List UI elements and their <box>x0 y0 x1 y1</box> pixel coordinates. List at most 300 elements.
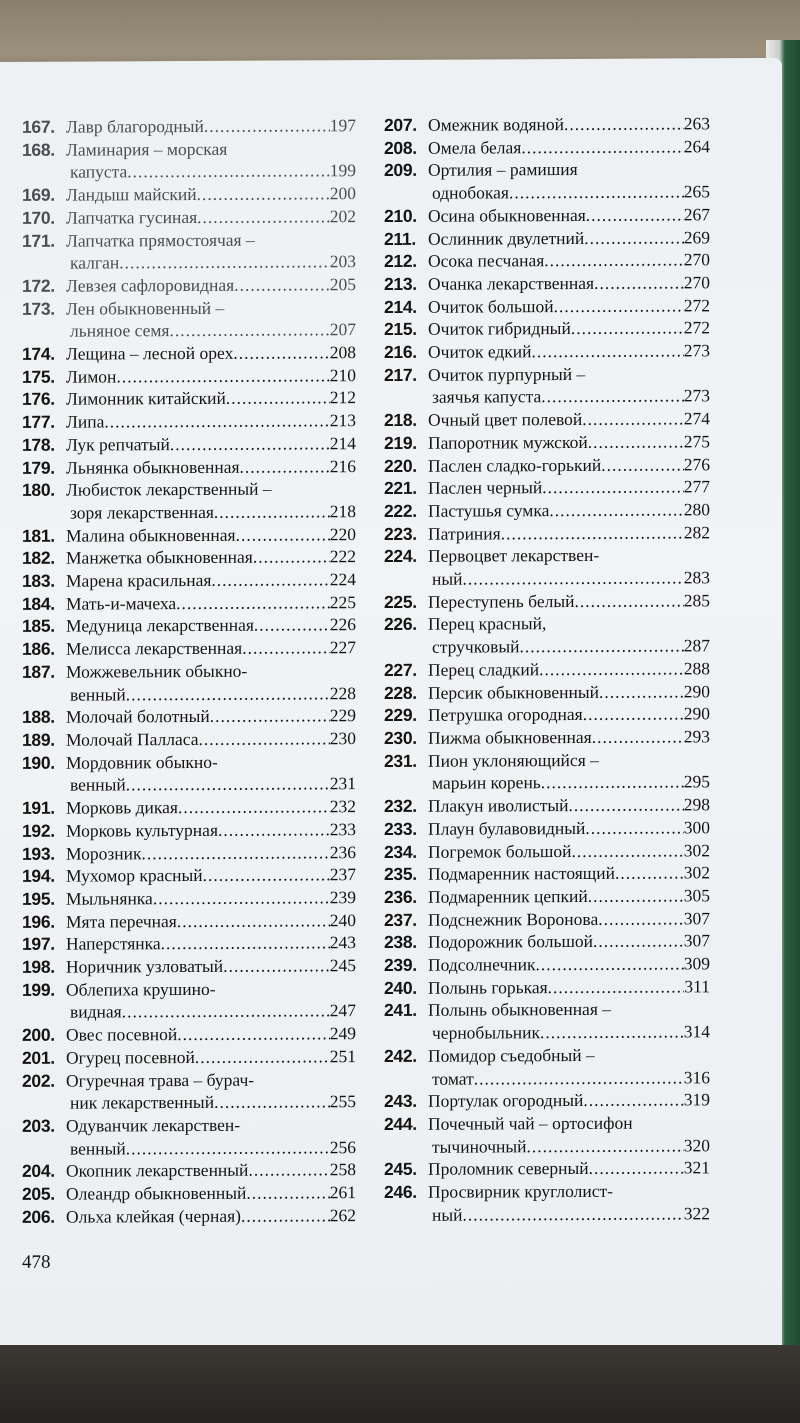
entry-line <box>384 612 710 636</box>
index-entry <box>22 818 356 842</box>
entry-page-number: 280 <box>683 499 710 520</box>
entry-title: Проломник северный <box>428 1158 589 1180</box>
entry-continuation-line <box>22 318 356 342</box>
entry-page-number: 208 <box>329 342 356 363</box>
entry-title: Паслен сладко-горький <box>428 454 602 476</box>
dot-leader <box>542 476 684 499</box>
entry-number: 225. <box>384 591 417 612</box>
entry-number: 174. <box>22 343 55 364</box>
entry-page-number: 237 <box>329 864 356 885</box>
entry-line <box>384 907 710 931</box>
entry-page-number: 243 <box>329 932 356 953</box>
entry-page-number: 226 <box>329 614 356 635</box>
entry-page-number: 300 <box>683 817 710 838</box>
entry-page-number: 302 <box>683 862 710 883</box>
entry-title: Подмаренник цепкий <box>428 885 588 907</box>
entry-title: Лапчатка гусиная <box>66 206 198 228</box>
index-entry <box>384 793 710 817</box>
dot-leader <box>254 614 330 637</box>
entry-number: 192. <box>22 820 55 841</box>
entry-line <box>22 455 356 479</box>
index-entry <box>384 952 710 976</box>
dot-leader <box>169 319 329 343</box>
entry-line <box>22 364 356 388</box>
entry-title: Мыльнянка <box>66 888 153 909</box>
dot-leader <box>199 727 330 750</box>
entry-page-number: 287 <box>683 635 710 656</box>
entry-continuation-line <box>384 771 710 795</box>
entry-line <box>22 523 356 547</box>
entry-number: 197. <box>22 934 55 955</box>
entry-continuation-line <box>384 1020 710 1044</box>
index-entry <box>384 998 710 1045</box>
entry-page-number: 251 <box>329 1045 356 1067</box>
index-entry <box>22 795 356 819</box>
entry-title: Подснежник Воронова <box>428 908 599 930</box>
dot-leader <box>204 114 330 137</box>
entry-page-number: 264 <box>683 135 710 157</box>
entry-line <box>22 1204 356 1228</box>
entry-number: 196. <box>22 911 55 932</box>
entry-page-number: 256 <box>329 1136 356 1157</box>
entry-title: Портулак огородный <box>428 1090 584 1111</box>
entry-title: капуста <box>70 161 128 183</box>
entry-title: Лен обыкновенный – <box>66 297 225 319</box>
entry-line <box>384 226 710 250</box>
entry-line <box>384 203 710 227</box>
entry-title: Плаун булавовидный <box>428 817 586 839</box>
entry-number: 200. <box>22 1024 55 1046</box>
entry-title: Медуница лекарственная <box>66 615 254 637</box>
index-entry <box>384 975 710 999</box>
dot-leader <box>519 635 683 659</box>
index-entry <box>22 750 356 797</box>
index-entry <box>22 931 356 955</box>
entry-line <box>22 1045 356 1069</box>
entry-title: Мелисса лекарственная <box>66 637 243 659</box>
entry-line <box>22 614 356 638</box>
entry-line <box>22 818 356 842</box>
entry-line <box>22 636 356 660</box>
entry-page-number: 228 <box>329 682 356 703</box>
entry-number: 195. <box>22 888 55 909</box>
index-entry <box>384 498 710 522</box>
index-entry <box>384 1157 710 1181</box>
entry-number: 222. <box>384 500 417 521</box>
entry-title: Мухомор красный <box>66 865 203 886</box>
dot-leader <box>161 932 330 956</box>
entry-title: видная <box>70 1001 122 1023</box>
index-entry <box>22 228 356 275</box>
entry-page-number: 240 <box>329 909 356 930</box>
entry-page-number: 307 <box>683 907 710 929</box>
entry-page-number: 205 <box>329 274 356 295</box>
dot-leader <box>176 591 330 615</box>
entry-line <box>384 1043 710 1067</box>
entry-line <box>22 409 356 433</box>
entry-line <box>22 1068 356 1092</box>
dot-leader <box>585 816 683 839</box>
dot-leader <box>549 498 683 521</box>
index-entry <box>384 657 710 681</box>
entry-number: 234. <box>384 841 417 862</box>
entry-page-number: 298 <box>683 794 710 815</box>
entry-line <box>22 1022 356 1046</box>
entry-number: 216. <box>384 341 417 363</box>
entry-line <box>384 476 710 500</box>
entry-line <box>22 931 356 955</box>
dot-leader <box>583 1089 683 1112</box>
entry-number: 206. <box>22 1206 55 1227</box>
entry-number: 242. <box>384 1045 417 1066</box>
entry-number: 185. <box>22 616 55 637</box>
index-column-left <box>22 114 356 1228</box>
entry-line <box>384 861 710 885</box>
entry-title: Манжетка обыкновенная <box>66 547 253 569</box>
index-entry <box>22 614 356 638</box>
entry-title: ный <box>432 1204 463 1225</box>
index-entry <box>22 432 356 456</box>
entry-number: 244. <box>384 1113 417 1134</box>
entry-page-number: 197 <box>329 115 356 136</box>
index-entry <box>22 727 356 751</box>
entry-line <box>22 909 356 933</box>
entry-title: калган <box>70 252 120 273</box>
entry-continuation-line <box>384 1202 710 1226</box>
dot-leader <box>593 930 684 953</box>
dot-leader <box>463 566 684 590</box>
entry-line <box>22 545 356 569</box>
entry-number: 172. <box>22 275 55 296</box>
entry-line <box>22 886 356 910</box>
entry-line <box>22 114 356 138</box>
dot-leader <box>153 886 330 910</box>
entry-title: венный <box>70 683 126 705</box>
dot-leader <box>142 841 330 865</box>
dot-leader <box>527 1134 684 1158</box>
entry-page-number: 274 <box>683 408 710 429</box>
entry-page-number: 216 <box>329 455 356 476</box>
dot-leader <box>234 273 330 296</box>
entry-number: 240. <box>384 977 417 998</box>
entry-line <box>384 839 710 863</box>
dot-leader <box>586 203 684 226</box>
entry-number: 245. <box>384 1159 417 1180</box>
entry-number: 208. <box>384 137 417 158</box>
entry-page-number: 233 <box>329 818 356 840</box>
index-entry <box>22 545 356 569</box>
dot-leader <box>211 568 329 591</box>
entry-page-number: 272 <box>683 294 710 316</box>
entry-title: Погремок большой <box>428 840 572 862</box>
entry-page-number: 230 <box>329 728 356 749</box>
background-shadow <box>0 1345 800 1423</box>
index-entry <box>384 294 710 318</box>
entry-page-number: 283 <box>683 567 710 588</box>
entry-title: Почечный чай – ортосифон <box>428 1112 633 1134</box>
entry-continuation-line <box>22 500 356 524</box>
dot-leader <box>236 523 330 546</box>
entry-line <box>22 205 356 229</box>
entry-page-number: 269 <box>683 226 710 247</box>
entry-title: Левзея сафлоровидная <box>66 274 235 296</box>
entry-continuation-line <box>22 1000 356 1024</box>
index-entry <box>22 1181 356 1205</box>
entry-line <box>22 137 356 161</box>
entry-line <box>384 703 710 727</box>
index-entry <box>22 1204 356 1228</box>
page-number: 478 <box>22 1251 51 1273</box>
entry-line <box>22 341 356 365</box>
entry-number: 223. <box>384 523 417 544</box>
entry-title: Очиток пурпурный – <box>428 363 586 385</box>
entry-number: 204. <box>22 1161 55 1182</box>
entry-number: 213. <box>384 273 417 294</box>
index-entry <box>22 1045 356 1069</box>
dot-leader <box>541 771 684 794</box>
entry-line <box>384 249 710 273</box>
entry-page-number: 316 <box>683 1066 710 1087</box>
index-entry <box>22 455 356 479</box>
entry-page-number: 263 <box>683 113 710 134</box>
dot-leader <box>589 1157 684 1180</box>
entry-page-number: 236 <box>329 841 356 862</box>
index-entry <box>22 1022 356 1046</box>
entry-number: 194. <box>22 865 55 887</box>
entry-title: Очиток большой <box>428 295 554 317</box>
entry-number: 237. <box>384 909 417 930</box>
index-entry <box>22 114 356 138</box>
entry-line <box>22 296 356 320</box>
dot-leader <box>571 317 684 340</box>
entry-title: Ослинник двулетний <box>428 227 585 249</box>
entry-title: тычиночный <box>432 1135 527 1157</box>
entry-line <box>384 975 710 999</box>
entry-title: Мята перечная <box>66 910 177 932</box>
entry-title: томат <box>432 1068 474 1089</box>
entry-page-number: 227 <box>329 637 356 658</box>
entry-title: льняное семя <box>70 320 170 341</box>
entry-page-number: 311 <box>684 976 710 997</box>
entry-title: Перец сладкий <box>428 659 540 680</box>
entry-page-number: 247 <box>329 1000 356 1021</box>
entry-number: 176. <box>22 389 55 410</box>
dot-leader <box>240 455 330 478</box>
entry-number: 238. <box>384 932 417 953</box>
entry-page-number: 321 <box>683 1157 710 1178</box>
dot-leader <box>218 818 330 841</box>
index-entry <box>22 863 356 887</box>
entry-line <box>384 1089 710 1113</box>
index-entry <box>22 568 356 592</box>
entry-page-number: 307 <box>683 930 710 951</box>
entry-page-number: 285 <box>683 590 710 611</box>
index-entry <box>384 907 710 931</box>
entry-line <box>384 112 710 136</box>
entry-line <box>384 453 710 477</box>
index-entry <box>384 271 710 295</box>
entry-title: венный <box>70 1137 126 1159</box>
entry-page-number: 207 <box>329 319 356 340</box>
entry-number: 178. <box>22 434 55 455</box>
entry-number: 218. <box>384 409 417 431</box>
entry-title: Петрушка огородная <box>428 704 583 726</box>
entry-title: Малина обыкновенная <box>66 524 236 546</box>
entry-number: 235. <box>384 864 417 885</box>
entry-page-number: 270 <box>683 272 710 293</box>
dot-leader <box>223 954 330 977</box>
index-entry <box>384 476 710 500</box>
entry-title: Папоротник мужской <box>428 431 588 453</box>
entry-title: Омежник водяной <box>428 114 565 135</box>
dot-leader <box>536 952 684 975</box>
entry-number: 187. <box>22 661 55 682</box>
entry-page-number: 212 <box>329 387 356 408</box>
entry-page-number: 200 <box>329 183 356 204</box>
entry-line <box>22 591 356 615</box>
dot-leader <box>574 589 683 612</box>
entry-continuation-line <box>22 773 356 797</box>
entry-title: Плакун иволистый <box>428 795 569 816</box>
index-entry <box>384 839 710 863</box>
entry-number: 231. <box>384 750 417 771</box>
entry-page-number: 210 <box>329 364 356 386</box>
entry-number: 224. <box>384 546 417 567</box>
entry-title: Осина обыкновенная <box>428 204 586 226</box>
dot-leader <box>539 657 684 680</box>
index-entry <box>384 158 710 205</box>
entry-page-number: 245 <box>329 955 356 976</box>
entry-number: 211. <box>384 228 416 249</box>
entry-title: Лимонник китайский <box>66 388 226 410</box>
dot-leader <box>203 863 330 886</box>
index-entry <box>384 680 710 704</box>
entry-number: 239. <box>384 954 417 976</box>
dot-leader <box>592 725 684 748</box>
entry-title: Морозник <box>66 842 142 864</box>
entry-page-number: 314 <box>683 1021 710 1042</box>
entry-page-number: 218 <box>329 501 356 522</box>
dot-leader <box>214 1091 330 1114</box>
entry-title: Морковь культурная <box>66 819 218 841</box>
index-entry <box>384 1179 710 1226</box>
entry-title: зоря лекарственная <box>70 501 214 523</box>
entry-number: 201. <box>22 1047 55 1068</box>
entry-title: Мордовник обыкно- <box>66 751 218 773</box>
entry-number: 243. <box>384 1091 417 1112</box>
entry-page-number: 222 <box>329 546 356 567</box>
entry-title: Окопник лекарственный <box>66 1160 249 1181</box>
index-entry <box>384 1043 710 1090</box>
entry-continuation-line <box>384 1134 710 1158</box>
entry-number: 229. <box>384 705 417 726</box>
index-entry <box>22 909 356 933</box>
index-entry <box>22 591 356 615</box>
dot-leader <box>599 680 684 703</box>
index-entry <box>22 886 356 910</box>
entry-title: Одуванчик лекарствен- <box>66 1114 241 1136</box>
dot-leader <box>104 409 329 433</box>
dot-leader <box>170 432 330 456</box>
index-entry <box>22 1068 356 1115</box>
dot-leader <box>540 1021 684 1044</box>
dot-leader <box>615 862 684 885</box>
entry-page-number: 203 <box>329 251 356 272</box>
index-entry <box>22 1158 356 1182</box>
dot-leader <box>509 181 684 205</box>
dot-leader <box>588 430 684 453</box>
index-entry <box>22 341 356 365</box>
index-entry <box>22 477 356 524</box>
entry-continuation-line <box>22 1136 356 1160</box>
entry-line <box>384 407 710 431</box>
entry-page-number: 277 <box>683 476 710 497</box>
entry-number: 175. <box>22 366 55 387</box>
entry-number: 202. <box>22 1070 55 1091</box>
entry-line <box>22 568 356 592</box>
entry-page-number: 295 <box>683 771 710 792</box>
entry-title: Полынь обыкновенная – <box>428 999 611 1021</box>
entry-page-number: 224 <box>329 569 356 590</box>
dot-leader <box>572 839 684 862</box>
dot-leader <box>564 112 684 135</box>
entry-title: Лещина – лесной орех <box>66 342 234 364</box>
entry-page-number: 272 <box>683 317 710 338</box>
index-entry <box>22 182 356 206</box>
entry-title: Просвирник круглолист- <box>428 1180 613 1202</box>
dot-leader <box>195 1045 330 1068</box>
entry-title: Переступень белый <box>428 590 575 612</box>
entry-page-number: 262 <box>329 1204 356 1226</box>
index-entry <box>384 612 710 659</box>
dot-leader <box>178 795 330 818</box>
index-entry <box>384 521 710 545</box>
entry-title: Наперстянка <box>66 933 161 954</box>
entry-page-number: 276 <box>683 453 710 474</box>
entry-title: венный <box>70 774 126 796</box>
entry-number: 232. <box>384 795 417 817</box>
dot-leader <box>241 1204 330 1227</box>
entry-title: Перец красный, <box>428 613 547 635</box>
dot-leader <box>177 909 330 933</box>
dot-leader <box>253 546 330 569</box>
entry-title: Полынь горькая <box>428 976 548 998</box>
entry-page-number: 309 <box>683 953 710 974</box>
entry-title: Пастушья сумка <box>428 500 550 521</box>
index-entry <box>384 317 710 341</box>
entry-number: 180. <box>22 479 55 501</box>
dot-leader <box>594 271 684 294</box>
entry-number: 181. <box>22 525 55 546</box>
entry-page-number: 293 <box>683 726 710 747</box>
index-entry <box>384 430 710 454</box>
dot-leader <box>126 682 330 706</box>
index-entry <box>384 249 710 273</box>
entry-number: 199. <box>22 979 55 1000</box>
entry-continuation-line <box>384 1066 710 1090</box>
entry-continuation-line <box>384 180 710 204</box>
entry-title: Липа <box>66 411 105 432</box>
entry-title: Олеандр обыкновенный <box>66 1182 247 1204</box>
entry-line <box>384 362 710 386</box>
entry-line <box>22 1181 356 1205</box>
dot-leader <box>214 500 330 523</box>
entry-number: 205. <box>22 1183 55 1204</box>
entry-continuation-line <box>22 160 356 184</box>
index-entry <box>22 387 356 411</box>
dot-leader <box>601 453 684 476</box>
entry-title: Можжевельник обыкно- <box>66 660 248 682</box>
